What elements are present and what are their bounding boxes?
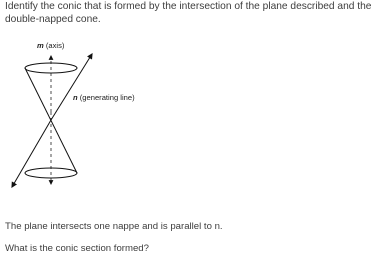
generating-line-lower: [12, 120, 51, 187]
plane-statement: The plane intersects one nappe and is parallel to n.: [5, 221, 223, 232]
generating-line-upper: [51, 54, 92, 120]
cone-diagram: [0, 38, 200, 198]
axis-label: m (axis): [37, 41, 65, 50]
question-prompt: What is the conic section formed?: [5, 243, 149, 254]
generating-line-label: n (generating line): [73, 93, 135, 102]
double-napped-cone-figure: [0, 38, 200, 198]
question-text: Identify the conic that is formed by the intersection of the plane described and the double-napped cone.: [5, 1, 372, 25]
